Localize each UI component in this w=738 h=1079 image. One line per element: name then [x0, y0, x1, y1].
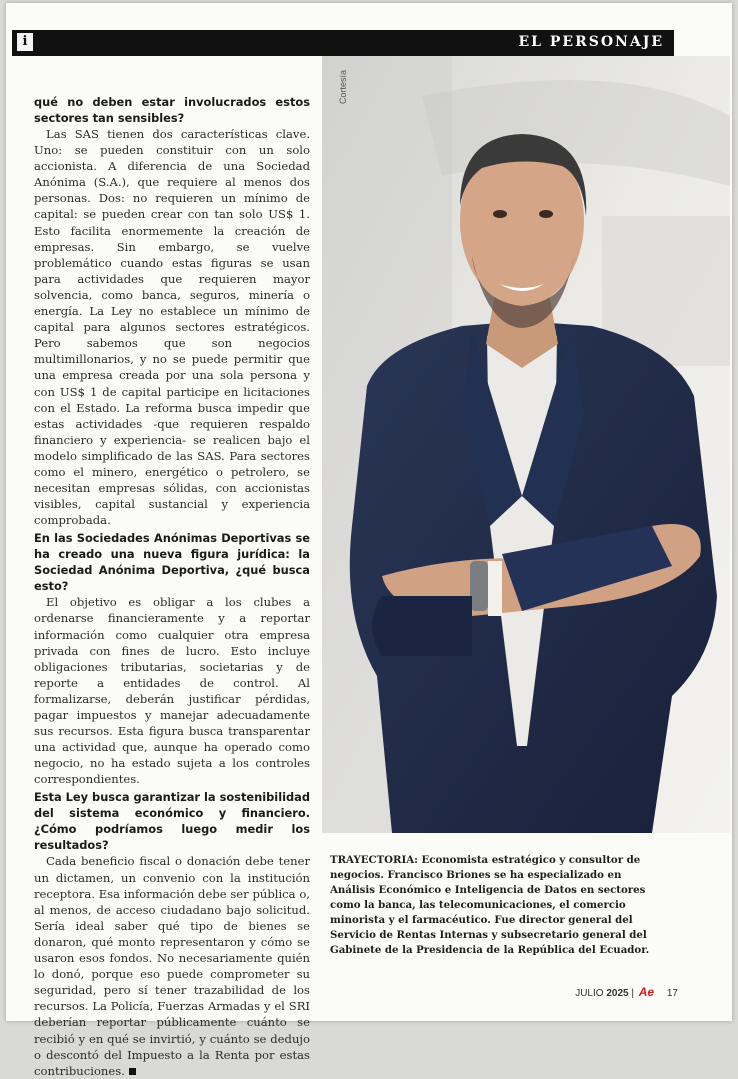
portrait-illustration	[322, 56, 730, 833]
answer-1: Las SAS tienen dos características clave. Uno: se pueden constituir con un solo accionista. A diferencia de una Sociedad Anónima (S.A.), que requiere al menos dos personas. Dos: no requieren un mínimo de capital: se pueden crear con tan solo US$ 1. Esto facilita enormemente la creación de empresas. Sin embargo, se vuelve problemático cuando estas figuras se usan para actividades que requieren mayor solvencia, como banca, seguros, minería o energía. La Ley no establece un mínimo de capital para algunos sectores estratégicos. Pero sabemos que son negocios multimillonarios, y no se puede permitir que una empresa creada por una sola persona y con US$ 1 de capital participe en licitaciones con el Estado. La reforma busca impedir que estas actividades -que requieren respaldo financiero y experiencia- se realicen bajo el modelo simplificado de las SAS. Para sectores como el minero, energético o petrolero, se necesitan empresas sólidas, con accionistas visibles, capital sustancial y experiencia comprobada.	[34, 127, 310, 528]
footer-separator: |	[631, 988, 634, 999]
page-number: 17	[666, 988, 678, 999]
article-body	[34, 94, 310, 1079]
photo-caption: TRAYECTORIA: Economista estratégico y consultor de negocios. Francisco Briones se ha especializado en Análisis Económico e Inteligencia de Datos en sectores como la banca, las telecomunicaciones, el comercio minorista y el farmacéutico. Fue director general del Servicio de Rentas Internas y subsecretario general del Gabinete de la Presidencia de la República del Ecuador.	[330, 854, 650, 956]
answer-2: El objetivo es obligar a los clubes a ordenarse financieramente y a reportar información como cualquier otra empresa privada con fines de lucro. Esto incluye obligaciones tributarias, societarias y de reporte a entidades de control. Al formalizarse, deberán justificar pérdidas, pagar impuestos y manejar adecuadamente sus recursos. Esta figura busca transparentar una actividad que, aunque ha operado como negocio, no ha estado sujeta a los controles correspondientes.	[34, 595, 310, 787]
info-icon: i	[17, 33, 33, 51]
section-header-bar	[12, 30, 674, 56]
section-title: EL PERSONAJE	[518, 34, 664, 50]
end-of-article-mark	[129, 1068, 136, 1075]
photo-credit: Cortesía	[338, 69, 348, 104]
footer-month: JULIO	[575, 988, 604, 999]
brand-logo: Ae	[638, 985, 655, 999]
page-footer	[575, 985, 678, 999]
answer-3-text: Cada beneficio fiscal o donación debe tener un dictamen, un convenio con la institución receptora. Esa información debe ser pública o, al menos, de acceso ciudadano bajo solicitud. Sería ideal saber qué tipo de bienes se donaron, qué monto representaron y cómo se usaron esos fondos. No necesariamente quién lo donó, porque eso puede comprometer su seguridad, pero sí tener trazabilidad de los recursos. La Policía, Fuerzas Armadas y el SRI deberían reportar públicamente cuánto se recibió y en qué se invirtió, y cuánto se dedujo o descontó del Impuesto a la Renta por estas contribuciones.	[34, 854, 310, 1078]
question-3: Esta Ley busca garantizar la sostenibilidad del sistema económico y financiero. ¿Cómo podríamos luego medir los resultados?	[34, 790, 310, 853]
question-1: qué no deben estar involucrados estos sectores tan sensibles?	[34, 95, 310, 125]
footer-year: 2025	[606, 988, 629, 999]
question-2: En las Sociedades Anónimas Deportivas se ha creado una nueva figura jurídica: la Sociedad Anónima Deportiva, ¿qué busca esto?	[34, 531, 310, 594]
portrait-photo	[322, 56, 730, 833]
answer-3	[34, 853, 310, 1078]
